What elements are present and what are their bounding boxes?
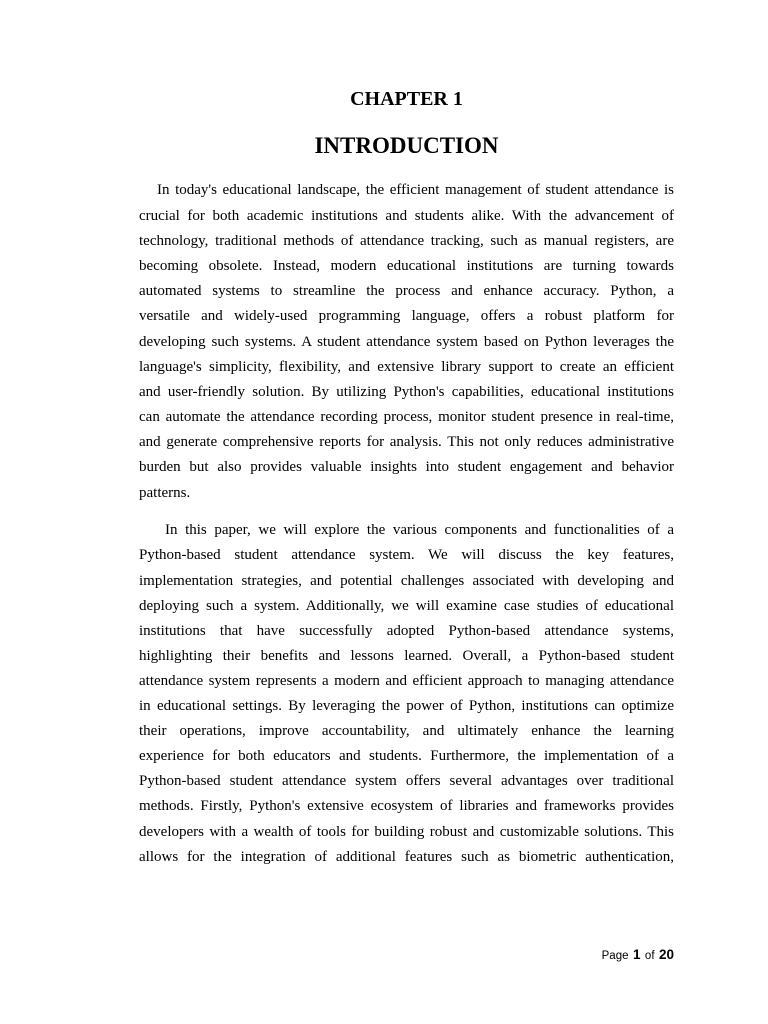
- body-line: In today's educational landscape, the efficient management of student attendance is: [157, 182, 674, 199]
- chapter-label: CHAPTER 1: [350, 88, 463, 110]
- body-line: allows for the integration of additional features such as biometric authentication,: [139, 848, 674, 865]
- of-word: of: [644, 950, 655, 962]
- current-page-number: 1: [632, 947, 641, 962]
- body-line: becoming obsolete. Instead, modern educational institutions are turning towards: [139, 257, 674, 274]
- page-number-footer: [602, 945, 674, 965]
- body-line: and user-friendly solution. By utilizing Python's capabilities, educational institutions: [139, 383, 674, 400]
- total-pages-number: 20: [658, 947, 674, 962]
- body-line: versatile and widely-used programming language, offers a robust platform for: [139, 308, 674, 325]
- body-line: Python-based student attendance system offers several advantages over traditional: [139, 773, 674, 790]
- body-line: and generate comprehensive reports for analysis. This not only reduces administrative: [139, 434, 674, 451]
- body-line: institutions that have successfully adopted Python-based attendance systems,: [139, 622, 674, 639]
- body-line: their operations, improve accountability, and ultimately enhance the learning: [139, 723, 674, 740]
- page-word: Page: [601, 950, 629, 962]
- body-line: In this paper, we will explore the various components and functionalities of a: [165, 522, 674, 539]
- body-line: developers with a wealth of tools for building robust and customizable solutions. This: [139, 823, 674, 840]
- body-line: burden but also provides valuable insights into student engagement and behavior: [139, 459, 674, 476]
- body-line: language's simplicity, flexibility, and extensive library support to create an efficient: [139, 358, 674, 375]
- body-line: patterns.: [139, 484, 191, 501]
- body-line: highlighting their benefits and lessons learned. Overall, a Python-based student: [139, 647, 674, 664]
- body-line: attendance system represents a modern and efficient approach to managing attendance: [139, 672, 674, 689]
- body-line: methods. Firstly, Python's extensive ecosystem of libraries and frameworks provides: [139, 798, 674, 815]
- body-line: technology, traditional methods of attendance tracking, such as manual registers, are: [139, 232, 674, 249]
- body-line: implementation strategies, and potential challenges associated with developing and: [139, 572, 674, 589]
- body-line: experience for both educators and students. Furthermore, the implementation of a: [139, 748, 674, 765]
- body-line: can automate the attendance recording process, monitor student presence in real-time,: [139, 409, 674, 426]
- body-line: deploying such a system. Additionally, we will examine case studies of educational: [139, 597, 674, 614]
- paragraph-2: [139, 518, 674, 869]
- body-line: Python-based student attendance system. We will discuss the key features,: [139, 547, 674, 564]
- body-line: developing such systems. A student attendance system based on Python leverages the: [139, 333, 674, 350]
- body-line: automated systems to streamline the process and enhance accuracy. Python, a: [139, 283, 674, 300]
- body-line: in educational settings. By leveraging the power of Python, institutions can optimize: [139, 698, 674, 715]
- paragraph-1: [139, 178, 674, 505]
- chapter-title: INTRODUCTION: [314, 133, 499, 158]
- body-line: crucial for both academic institutions and students alike. With the advancement of: [139, 207, 674, 224]
